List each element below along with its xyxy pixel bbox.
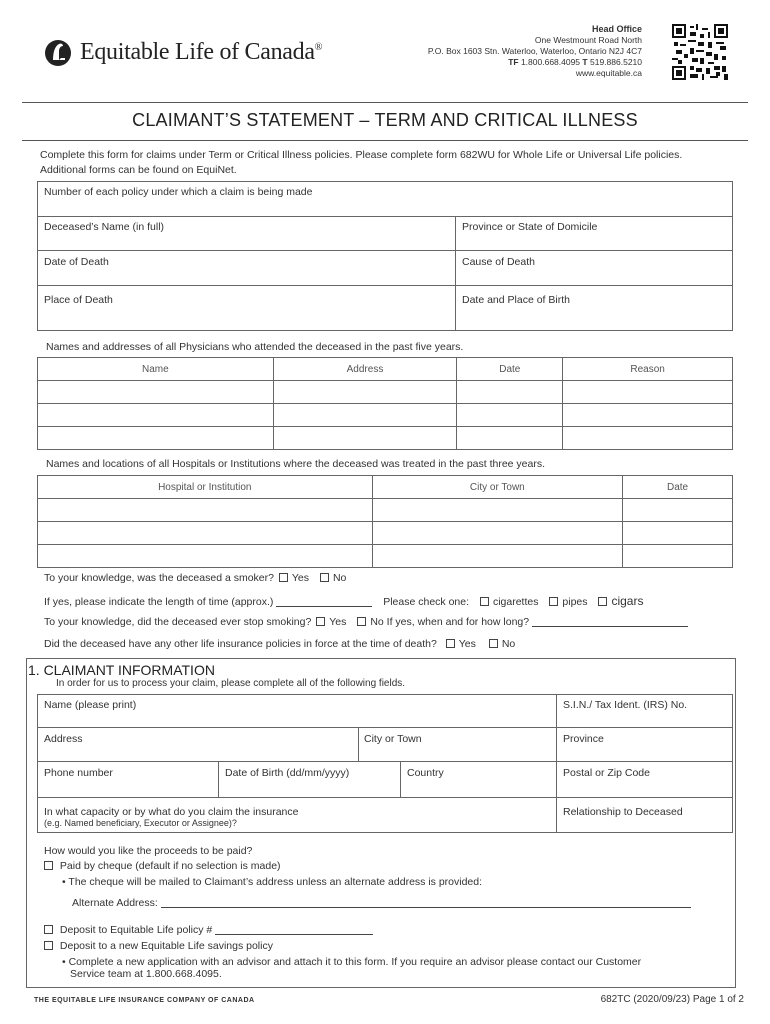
capacity-field[interactable]: In what capacity or by what do you claim the insurance (e.g. Named beneficiary, Executor or Assignee)? [44,806,299,828]
company-name: Equitable Life of Canada® [80,38,323,65]
qr-code-icon [672,24,728,80]
footer-form-code: 682TC (2020/09/23) Page 1 of 2 [600,994,744,1005]
physicians-table [37,357,733,450]
cigarettes-checkbox[interactable] [480,597,489,606]
hospitals-table [37,475,733,568]
divider [37,250,733,251]
alternate-address-input[interactable] [161,907,691,908]
divider [218,761,219,797]
divider [37,797,733,798]
postal-code-field[interactable]: Postal or Zip Code [563,767,650,779]
alternate-address-row: Alternate Address: [72,897,691,909]
head-office-line1: One Westmount Road North [534,35,642,45]
divider [455,216,456,331]
column-header: Date [457,358,563,381]
cause-of-death-field[interactable]: Cause of Death [462,256,535,268]
province-field[interactable]: Province [563,733,604,745]
deceased-name-field[interactable]: Deceased’s Name (in full) [44,221,165,233]
other-policies-no-checkbox[interactable] [489,639,498,648]
date-place-of-birth-field[interactable]: Date and Place of Birth [462,294,570,306]
deposit-savings-checkbox[interactable] [44,941,53,950]
cheque-checkbox[interactable] [44,861,53,870]
divider [37,727,733,728]
smoking-duration-question: If yes, please indicate the length of time (approx.) Please check one: cigarettes pipes cigars [44,594,644,608]
section-title: 1. CLAIMANT INFORMATION [28,662,215,678]
policy-numbers-field[interactable]: Number of each policy under which a claim is being made [44,186,313,198]
date-of-death-field[interactable]: Date of Death [44,256,109,268]
province-of-domicile-field[interactable]: Province or State of Domicile [462,221,598,233]
table-row[interactable] [38,545,733,568]
sin-field[interactable]: S.I.N./ Tax Ident. (IRS) No. [563,699,688,711]
policy-number-input[interactable] [215,934,373,935]
column-header: Reason [563,358,733,381]
table-row[interactable] [38,522,733,545]
smoker-question: To your knowledge, was the deceased a smoker? Yes No [44,572,347,584]
deposit-policy-checkbox[interactable] [44,925,53,934]
column-header: Address [273,358,457,381]
deceased-info-box [37,181,733,331]
relationship-field[interactable]: Relationship to Deceased [563,806,683,818]
header-divider [22,102,748,103]
column-header: Hospital or Institution [38,476,373,499]
head-office-phones: TF 1.800.668.4095 T 519.886.5210 [508,57,642,67]
divider [358,727,359,761]
other-policies-question: Did the deceased have any other life insurance policies in force at the time of death? Yes No [44,638,516,650]
phone-field[interactable]: Phone number [44,767,113,779]
pipes-checkbox[interactable] [549,597,558,606]
deposit-policy-option: Deposit to Equitable Life policy # [44,924,373,936]
hospitals-heading: Names and locations of all Hospitals or Institutions where the deceased was treated in the past three years. [46,458,546,470]
head-office-line2: P.O. Box 1603 Stn. Waterloo, Waterloo, Ontario N2J 4C7 [427,46,642,56]
savings-note: • Complete a new application with an advisor and attach it to this form. If you require an advisor please contact our Customer Service team at 1.800.668.4095. [62,956,642,980]
head-office-title: Head Office [591,24,642,34]
divider [37,761,733,762]
column-header: City or Town [372,476,623,499]
cheque-note: • The cheque will be mailed to Claimant’s address unless an alternate address is provided: [62,876,483,888]
form-title: CLAIMANT’S STATEMENT – TERM AND CRITICAL ILLNESS [132,110,638,130]
table-row[interactable] [38,404,733,427]
footer-company: THE EQUITABLE LIFE INSURANCE COMPANY OF CANADA [34,997,255,1004]
claimant-name-field[interactable]: Name (please print) [44,699,137,711]
country-field[interactable]: Country [407,767,444,779]
table-header-row [38,358,733,381]
company-logo [44,36,322,68]
address-field[interactable]: Address [44,733,83,745]
head-office-address [428,24,642,79]
table-row[interactable] [38,427,733,450]
divider [37,285,733,286]
city-field[interactable]: City or Town [364,733,422,745]
column-header: Name [38,358,274,381]
cigars-checkbox[interactable] [598,597,607,606]
stopped-smoking-no-checkbox[interactable] [357,617,366,626]
divider [400,761,401,797]
date-of-birth-field[interactable]: Date of Birth (dd/mm/yyyy) [225,767,350,779]
place-of-death-field[interactable]: Place of Death [44,294,113,306]
deposit-savings-option: Deposit to a new Equitable Life savings policy [44,940,273,952]
form-instructions: Complete this form for claims under Term or Critical Illness policies. Please complete form 682WU for Whole Life or Universal Life policies. Additional forms can be found on EquiNet. [40,149,683,176]
smoker-yes-checkbox[interactable] [279,573,288,582]
logo-mark-icon [44,36,74,68]
title-divider [22,140,748,141]
divider [37,216,733,217]
table-header-row [38,476,733,499]
proceeds-question: How would you like the proceeds to be paid? [44,845,253,857]
stopped-smoking-yes-checkbox[interactable] [316,617,325,626]
head-office-website: www.equitable.ca [575,68,642,78]
smoker-no-checkbox[interactable] [320,573,329,582]
section-subtitle: In order for us to process your claim, please complete all of the following fields. [56,678,406,689]
stopped-smoking-question: To your knowledge, did the deceased ever stop smoking? Yes No If yes, when and for how long? [44,616,688,628]
physicians-heading: Names and addresses of all Physicians who attended the deceased in the past five years. [46,341,464,353]
divider [556,694,557,833]
table-row[interactable] [38,381,733,404]
stopped-smoking-details-input[interactable] [532,626,688,627]
column-header: Date [623,476,733,499]
smoking-duration-input[interactable] [276,606,372,607]
other-policies-yes-checkbox[interactable] [446,639,455,648]
cheque-option: Paid by cheque (default if no selection is made) [44,860,281,872]
table-row[interactable] [38,499,733,522]
